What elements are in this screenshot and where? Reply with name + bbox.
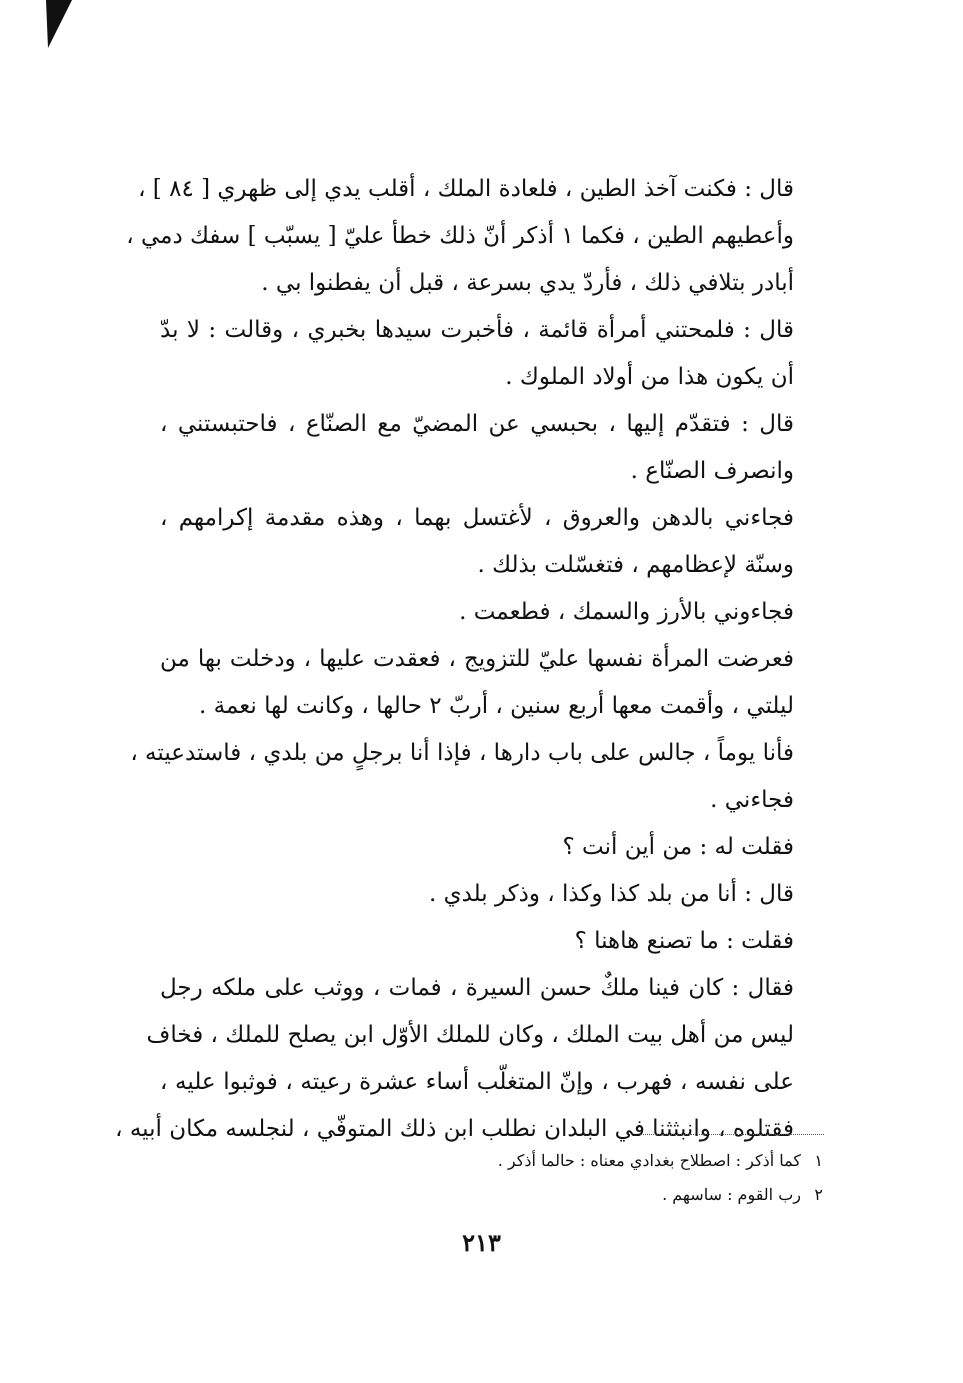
text-line: فجاءني .: [710, 787, 794, 813]
text-line: فقلت له : من أين أنت ؟: [562, 834, 794, 860]
footnote-text: كما أذكر : اصطلاح بغدادي معناه : حالما أذكر .: [497, 1151, 801, 1170]
footnote: [303, 1144, 823, 1178]
text-line: فعرضت المرأة نفسها عليّ للتزويج ، فعقدت عليها ، ودخلت بها من: [160, 646, 794, 672]
page-number: ٢١٣: [462, 1228, 501, 1257]
text-line: قال : فلمحتني أمرأة قائمة ، فأخبرت سيدها بخبري ، وقالت : لا بدّ: [160, 317, 794, 343]
paragraph: [160, 824, 838, 871]
footnote-number: ١: [814, 1151, 823, 1170]
footnote-number: ٢: [814, 1185, 823, 1204]
text-line: فأنا يوماً ، جالس على باب دارها ، فإذا أنا برجلٍ من بلدي ، فاستدعيته ،: [130, 740, 794, 766]
text-line: ليس من أهل بيت الملك ، وكان للملك الأوّل ابن يصلح للملك ، فخاف: [146, 1022, 794, 1048]
paragraph: [160, 401, 838, 495]
text-line: فقال : كان فينا ملكٌ حسن السيرة ، فمات ، ووثب على ملكه رجل: [160, 975, 794, 1001]
paragraph: [160, 589, 838, 636]
text-line: أن يكون هذا من أولاد الملوك .: [505, 364, 794, 390]
text-line: أبادر بتلافي ذلك ، فأردّ يدي بسرعة ، قبل أن يفطنوا بي .: [261, 270, 794, 296]
text-line: وانصرف الصنّاع .: [630, 458, 794, 484]
text-line: قال : أنا من بلد كذا وكذا ، وذكر بلدي .: [428, 881, 794, 907]
paragraph: [160, 636, 838, 730]
body-text: [115, 166, 838, 1153]
text-line: وسنّة لإعظامهم ، فتغسّلت بذلك .: [477, 552, 794, 578]
paragraph: [126, 166, 838, 307]
footnotes: [303, 1144, 823, 1212]
footnote-separator: [640, 1134, 824, 1135]
paragraph: [160, 495, 838, 589]
paragraph: [160, 871, 838, 918]
text-line: فقتلوه ، وانبثثنا في البلدان نطلب ابن ذلك المتوفّي ، لنجلسه مكان أبيه ،: [115, 1116, 794, 1142]
footnote: [303, 1178, 823, 1212]
text-line: ليلتي ، وأقمت معها أربع سنين ، أربّ ٢ حالها ، وكانت لها نعمة .: [199, 693, 794, 719]
paragraph: [160, 918, 838, 965]
paragraph: [115, 965, 838, 1153]
text-line: وأعطيهم الطين ، فكما ١ أذكر أنّ ذلك خطأ عليّ [ يسبّب ] سفك دمي ،: [126, 223, 794, 249]
text-line: فجاءني بالدهن والعروق ، لأغتسل بهما ، وهذه مقدمة إكرامهم ،: [160, 505, 794, 531]
text-line: قال : فكنت آخذ الطين ، فلعادة الملك ، أقلب يدي إلى ظهري [ ٨٤ ] ،: [138, 176, 794, 202]
paragraph: [160, 307, 838, 401]
text-line: على نفسه ، فهرب ، وإنّ المتغلّب أساء عشرة رعيته ، فوثبوا عليه ،: [160, 1069, 794, 1095]
footnote-text: رب القوم : ساسهم .: [662, 1185, 801, 1204]
text-line: فقلت : ما تصنع هاهنا ؟: [574, 928, 794, 954]
paragraph: [130, 730, 838, 824]
text-line: قال : فتقدّم إليها ، بحبسي عن المضيّ مع الصنّاع ، فاحتبستني ،: [160, 411, 794, 437]
text-line: فجاءوني بالأرز والسمك ، فطعمت .: [459, 599, 794, 625]
